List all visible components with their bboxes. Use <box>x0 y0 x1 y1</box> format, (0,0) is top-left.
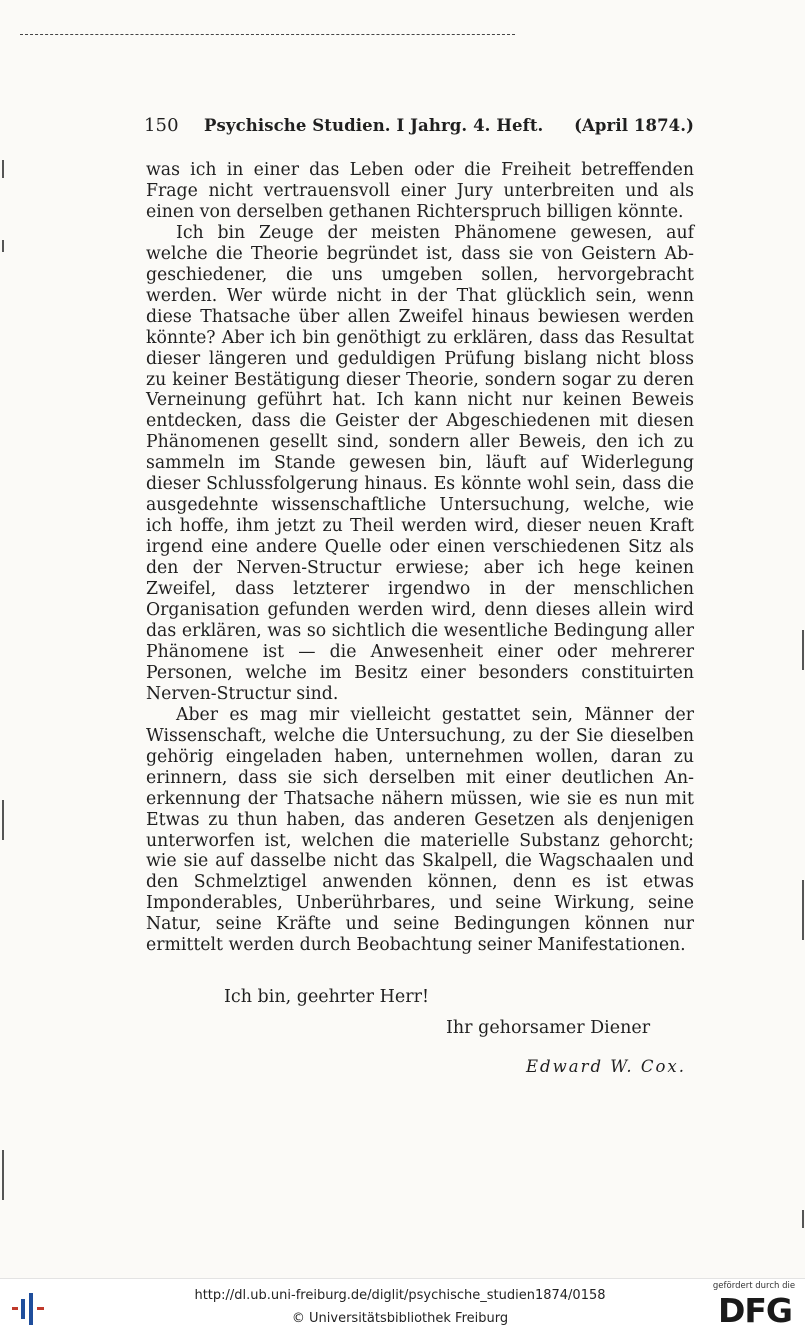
footer-bar <box>0 1278 805 1334</box>
scan-edge-mark <box>2 1150 4 1200</box>
scan-edge-mark <box>802 880 804 940</box>
library-logo-icon <box>8 1289 52 1329</box>
paragraph: was ich in einer das Leben oder die Freiheit betreffenden Frage nicht vertrauensvoll einer Jury unterbreiten und als einen von derselben gethanen Richterspruch billigen könnte. <box>146 160 694 222</box>
footer-copyright: © Universitätsbibliothek Freiburg <box>291 1311 509 1326</box>
scan-edge-mark <box>802 630 804 670</box>
running-title: Psychische Studien. I Jahrg. 4. Heft. <box>204 116 544 135</box>
page-number: 150 <box>144 115 179 136</box>
scan-edge-mark <box>802 1210 804 1228</box>
body-text <box>146 160 694 956</box>
issue-date: (April 1874.) <box>574 116 694 135</box>
paragraph: Ich bin Zeuge der meisten Phänomene gewesen, auf welche die Theorie begründet ist, dass sie von Geistern Abgeschiedener, die uns umgeben sollen, hervorgebracht werden. Wer würde nicht in der That glücklich sein, wenn diese Thatsache über allen Zweifel hinaus bewiesen werden könnte? Aber ich bin genöthigt zu erklären, dass das Resultat dieser längeren und geduldigen Prüfung bislang nicht bloss zu keiner Bestätigung dieser Theorie, sondern sogar zu deren Verneinung geführt hat. Ich kann nicht nur keinen Beweis entdecken, dass die Geister der Abgeschiedenen mit diesen Phänomenen gesellt sind, sondern aller Beweis, den ich zu sammeln im Stande gewesen bin, läuft auf Widerlegung dieser Schlussfolgerung hinaus. Es könnte wohl sein, dass die ausgedehnte wissenschaftliche Untersuchung, welche, wie ich hoffe, ihm jetzt zu Theil werden wird, dieser neuen Kraft irgend eine andere Quelle oder einen verschiedenen Sitz als den der Nerven-Structur erwiese; aber ich hege keinen Zweifel, dass letzterer irgendwo in der menschlichen Organisation gefunden werden wird, denn dieses allein wird das erklären, was so sichtlich die wesentliche Bedingung aller Phänomene ist — die Anwesenheit einer oder mehrerer Personen, welche im Besitz einer besonders constituirten Nerven-Structur sind. <box>146 222 694 704</box>
paragraph: Aber es mag mir vielleicht gestattet sein, Männer der Wissenschaft, welche die Untersuchung, zu der Sie dieselben gehörig eingeladen haben, unternehmen wollen, daran zu erinnern, dass sie sich derselben mit einer deutlichen Anerkennung der Thatsache nähern müssen, wie sie es nun mit Etwas zu thun haben, das anderen Gesetzen als denjenigen unterworfen ist, welchen die materielle Substanz gehorcht; wie sie auf dasselbe nicht das Skalpell, die Wagschaalen und den Schmelztigel anwenden können, denn es ist etwas Imponderables, Unberührbares, und seine Wirkung, seine Natur, seine Kräfte und seine Bedingungen können nur ermittelt werden durch Beobachtung seiner Manifestationen. <box>146 704 694 956</box>
scan-edge-mark <box>2 160 4 178</box>
letter-sign-off: Ihr gehorsamer Diener <box>446 1018 651 1038</box>
scan-edge-rule <box>20 34 515 35</box>
dfg-caption: gefördert durch die <box>712 1281 796 1291</box>
scan-edge-mark <box>2 800 4 840</box>
footer-url[interactable]: http://dl.ub.uni-freiburg.de/diglit/psychische_studien1874/0158 <box>194 1288 606 1303</box>
letter-signature: Edward W. Cox. <box>526 1057 686 1076</box>
dfg-logo <box>710 1281 798 1331</box>
dfg-logo-text: DFG <box>717 1291 793 1330</box>
page-header <box>144 115 694 137</box>
scan-edge-mark <box>2 240 4 252</box>
letter-closing: Ich bin, geehrter Herr! <box>224 987 429 1007</box>
